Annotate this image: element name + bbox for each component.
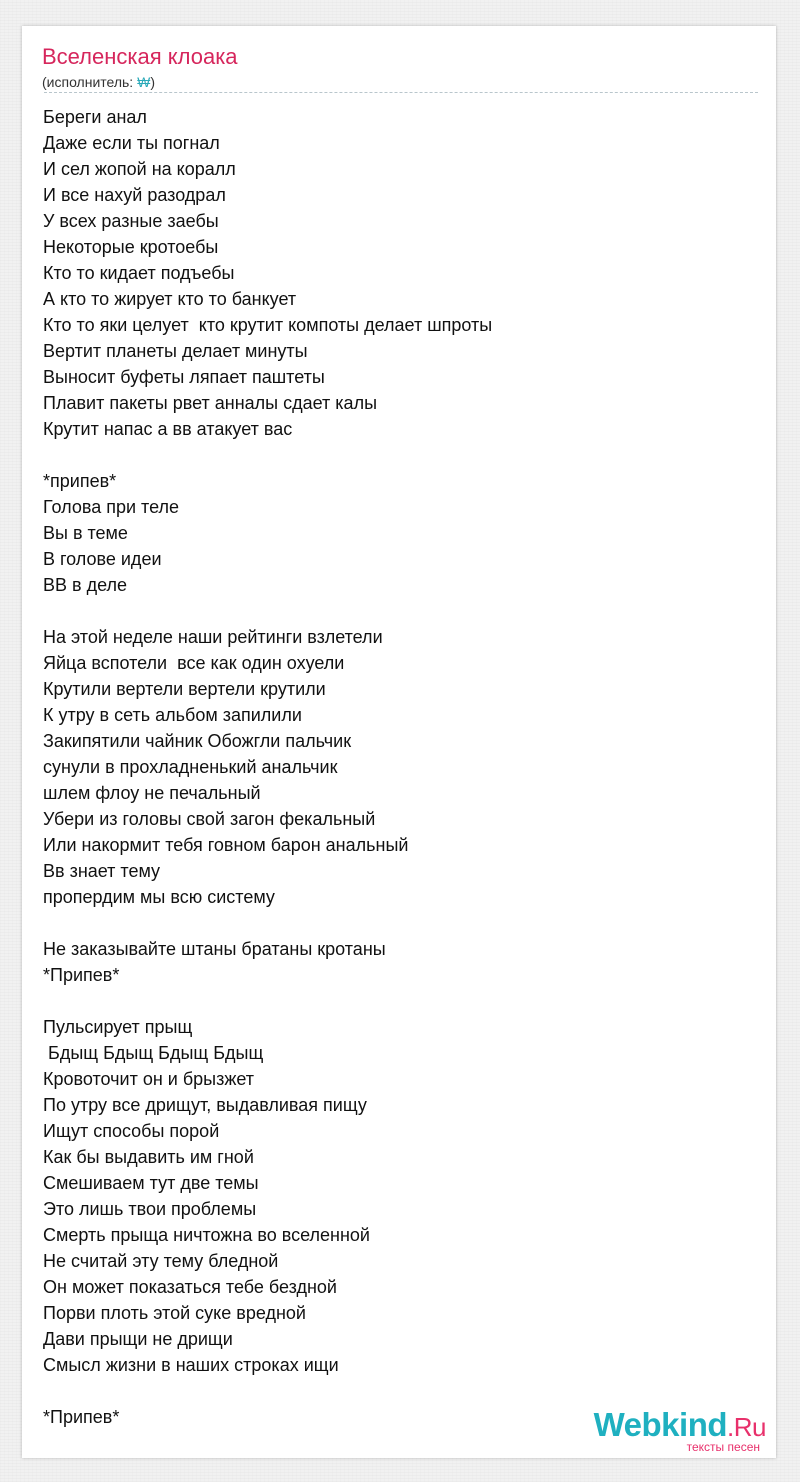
lyric-line: сунули в прохладненький анальчик — [43, 757, 338, 777]
lyric-line: Смысл жизни в наших строках ищи — [43, 1355, 339, 1375]
title-divider — [44, 92, 758, 93]
lyric-line: Яйца вспотели все как один охуели — [43, 653, 345, 673]
logo-brand: Webkind — [593, 1406, 728, 1443]
lyric-line: Как бы выдавить им гной — [43, 1147, 254, 1167]
lyric-line: На этой неделе наши рейтинги взлетели — [43, 627, 383, 647]
lyric-line: Пульсирует прыщ — [43, 1017, 193, 1037]
lyric-line: Кто то кидает подъебы — [43, 263, 235, 283]
lyric-line: Вы в теме — [43, 523, 128, 543]
lyric-line: Закипятили чайник Обожгли пальчик — [43, 731, 352, 751]
lyric-line: Выносит буфеты ляпает паштеты — [43, 367, 325, 387]
stanza-break — [43, 910, 763, 936]
lyric-line: Не заказывайте штаны братаны кротаны — [43, 939, 386, 959]
lyric-line: Ищут способы порой — [43, 1121, 220, 1141]
lyric-line: Вертит планеты делает минуты — [43, 341, 308, 361]
lyric-line: Не считай эту тему бледной — [43, 1251, 279, 1271]
stanza-break — [43, 598, 763, 624]
lyric-line: Убери из головы свой загон фекальный — [43, 809, 376, 829]
site-logo[interactable] — [580, 1406, 772, 1456]
lyric-line: *Припев* — [43, 965, 120, 985]
lyric-line: *Припев* — [43, 1407, 120, 1427]
lyrics-text — [43, 104, 763, 1430]
lyric-line: Кровоточит он и брызжет — [43, 1069, 255, 1089]
lyric-line: Плавит пакеты рвет анналы сдает калы — [43, 393, 378, 413]
lyric-line: И сел жопой на коралл — [43, 159, 236, 179]
stanza-break — [43, 988, 763, 1014]
lyric-line: Порви плоть этой суке вредной — [43, 1303, 306, 1323]
lyric-line: Или накормит тебя говном барон анальный — [43, 835, 409, 855]
lyric-line: Дави прыщи не дрищи — [43, 1329, 233, 1349]
lyric-line: Кто то яки целует кто крутит компоты делает шпроты — [43, 315, 493, 335]
lyric-line: Смешиваем тут две темы — [43, 1173, 259, 1193]
lyric-line: Он может показаться тебе бездной — [43, 1277, 337, 1297]
lyrics-card — [22, 26, 776, 1458]
stanza-break — [43, 442, 763, 468]
lyric-line: Крутили вертели вертели крутили — [43, 679, 326, 699]
lyric-line: Смерть прыща ничтожна во вселенной — [43, 1225, 370, 1245]
performer-suffix: ) — [150, 74, 155, 90]
lyric-line: К утру в сеть альбом запилили — [43, 705, 302, 725]
lyric-line: Голова при теле — [43, 497, 180, 517]
lyric-line: По утру все дрищут, выдавливая пищу — [43, 1095, 367, 1115]
performer-line — [42, 73, 155, 91]
logo-tld: .Ru — [727, 1412, 766, 1442]
lyric-line: Это лишь твои проблемы — [43, 1199, 257, 1219]
lyric-line: В голове идеи — [43, 549, 162, 569]
stanza-break — [43, 1378, 763, 1404]
lyric-line: ВВ в деле — [43, 575, 128, 595]
lyric-line: Бдыщ Бдыщ Бдыщ Бдыщ — [43, 1043, 264, 1063]
lyric-line: Вв знает тему — [43, 861, 161, 881]
lyric-line: Крутит напас а вв атакует вас — [43, 419, 293, 439]
lyric-line: Береги анал — [43, 107, 147, 127]
lyric-line: шлем флоу не печальный — [43, 783, 261, 803]
logo-tagline: тексты песен — [686, 1440, 760, 1454]
lyric-line: Даже если ты погнал — [43, 133, 220, 153]
lyric-line: А кто то жирует кто то банкует — [43, 289, 297, 309]
lyric-line: пропердим мы всю систему — [43, 887, 275, 907]
lyric-line: Некоторые кротоебы — [43, 237, 219, 257]
performer-link[interactable]: ₩ — [137, 74, 151, 90]
lyric-line: *припев* — [43, 471, 117, 491]
performer-prefix: (исполнитель: — [42, 74, 138, 90]
song-title: Вселенская клоака — [42, 44, 238, 69]
lyric-line: У всех разные заебы — [43, 211, 219, 231]
lyric-line: И все нахуй разодрал — [43, 185, 226, 205]
